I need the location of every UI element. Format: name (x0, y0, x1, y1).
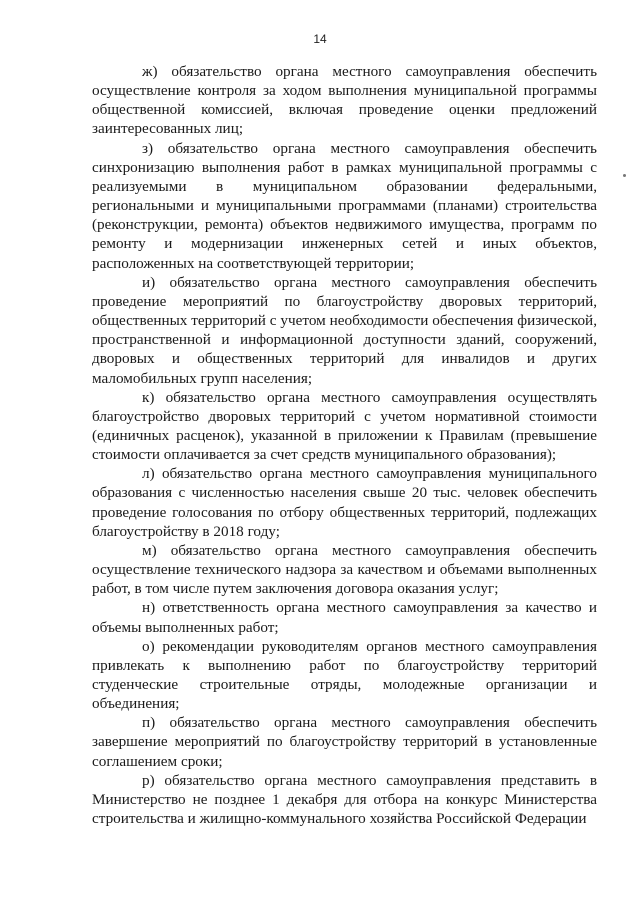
paragraph-n: н) ответственность органа местного самоуправления за качество и объемы выполненных работ; (92, 599, 597, 636)
document-body (92, 62, 597, 828)
page-number: 14 (313, 32, 327, 46)
paragraph-m: м) обязательство органа местного самоуправления обеспечить осуществление технического надзора за качеством и объемами выполненных работ, в том числе путем заключения договора оказания услуг; (92, 541, 597, 598)
paragraph-p: п) обязательство органа местного самоуправления обеспечить завершение мероприятий по благоустройству территорий в установленные соглашением сроки; (92, 714, 597, 770)
paragraph-k: к) обязательство органа местного самоуправления осуществлять благоустройство дворовых территорий с учетом нормативной стоимости (единичных расценок), указанной в приложении к Правилам (превышение стоимости оплачивается за счет средств муниципального образования); (92, 388, 597, 464)
scan-speck (623, 174, 626, 177)
paragraph-l: л) обязательство органа местного самоуправления муниципального образования с численностью населения свыше 20 тыс. человек обеспечить проведение голосования по отбору общественных территорий, подлежащих благоустройству в 2018 году; (92, 465, 597, 540)
paragraph-i: и) обязательство органа местного самоуправления обеспечить проведение мероприятий по благоустройству дворовых территорий, общественных территорий с учетом необходимости обеспечения физической, пространственной и информационной доступности зданий, сооружений, дворовых и общественных территорий для инвалидов и других маломобильных групп населения; (92, 273, 597, 387)
paragraph-zh: ж) обязательство органа местного самоуправления обеспечить осуществление контроля за ходом выполнения муниципальной программы общественной комиссией, включая проведение оценки предложений заинтересованных лиц; (92, 63, 597, 138)
paragraph-r: р) обязательство органа местного самоуправления представить в Министерство не позднее 1 декабря для отбора на конкурс Министерства строительства и жилищно-коммунального хозяйства Российской Федерации (92, 771, 597, 828)
paragraph-z: з) обязательство органа местного самоуправления обеспечить синхронизацию выполнения работ в рамках муниципальной программы с реализуемыми в муниципальном образовании федеральными, региональными и муниципальными программами (планами) строительства (реконструкции, ремонта) объектов недвижимого имущества, программ по ремонту и модернизации инженерных сетей и иных объектов, расположенных на соответствующей территории; (92, 139, 597, 272)
paragraph-o: о) рекомендации руководителям органов местного самоуправления привлекать к выполнению работ по благоустройству территорий студенческие строительные отряды, молодежные организации и объединения; (92, 637, 597, 713)
